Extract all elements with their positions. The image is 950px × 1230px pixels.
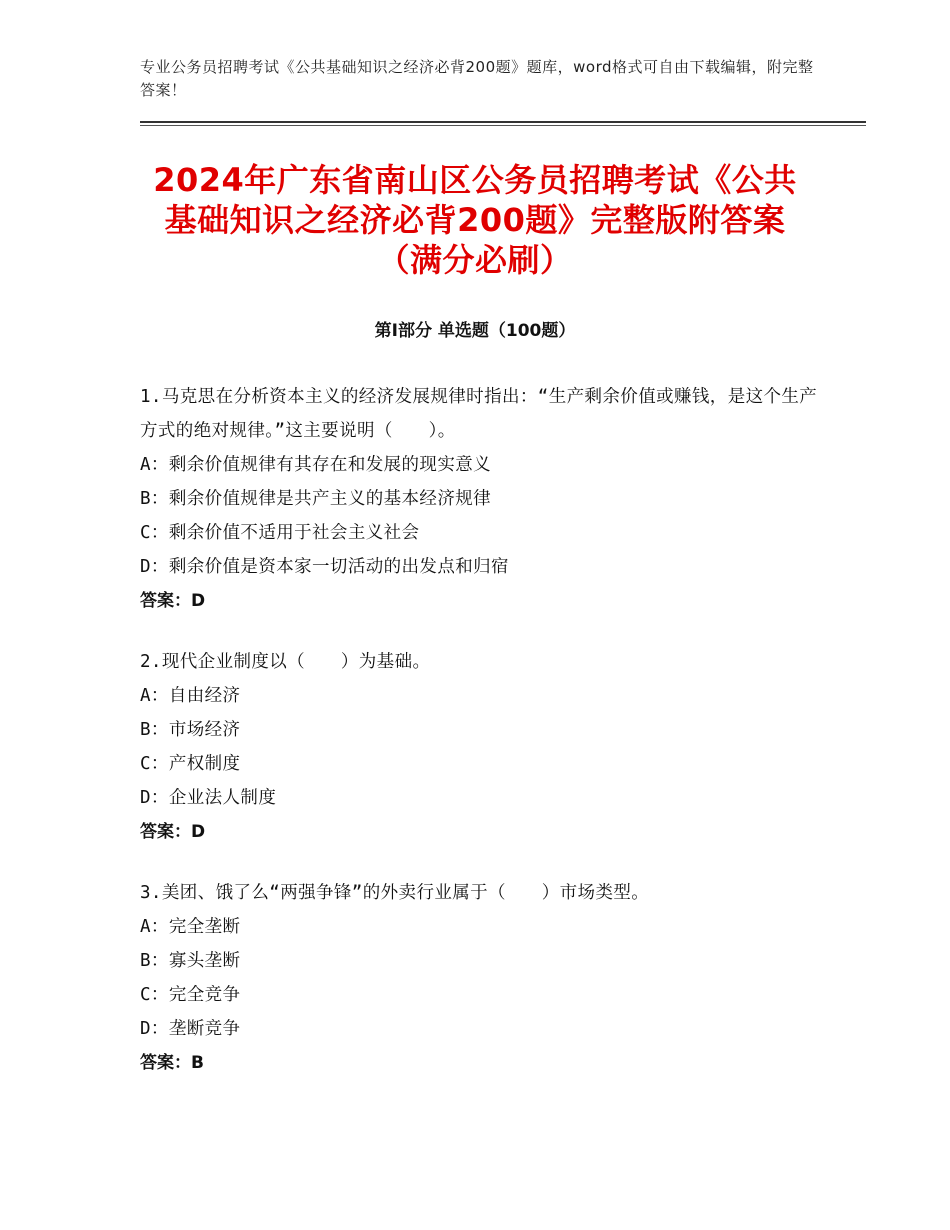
section-heading: 第Ⅰ部分 单选题（100题） — [374, 321, 576, 341]
title-line-1: 2024年广东省南山区公务员招聘考试《公共 — [153, 161, 797, 199]
question-stem: 2.现代企业制度以（ ）为基础。 — [140, 652, 431, 672]
question-stem: 3.美团、饿了么“两强争锋”的外卖行业属于（ ）市场类型。 — [140, 883, 650, 903]
option-c: C：产权制度 — [140, 754, 241, 774]
answer-label: 答案：D — [140, 591, 206, 611]
option-c: C：剩余价值不适用于社会主义社会 — [140, 523, 420, 543]
answer-label: 答案：B — [140, 1053, 204, 1073]
question-list — [140, 380, 820, 1107]
question-2 — [140, 645, 820, 849]
option-b: B：市场经济 — [140, 720, 241, 740]
question-stem: 1.马克思在分析资本主义的经济发展规律时指出：“生产剩余价值或赚钱，是这个生产方式的绝对规律。”这主要说明（ ）。 — [140, 387, 818, 441]
document-title — [110, 160, 840, 280]
option-d: D：垄断竞争 — [140, 1019, 241, 1039]
option-b: B：寡头垄断 — [140, 951, 241, 971]
header-note: 专业公务员招聘考试《公共基础知识之经济必背200题》题库，word格式可自由下载编辑，附完整答案！ — [140, 58, 814, 99]
question-1 — [140, 380, 820, 618]
option-d: D：企业法人制度 — [140, 788, 277, 808]
title-line-3: （满分必刷） — [377, 241, 573, 279]
option-a: A：自由经济 — [140, 686, 241, 706]
title-line-2: 基础知识之经济必背200题》完整版附答案 — [164, 201, 786, 239]
option-c: C：完全竞争 — [140, 985, 241, 1005]
option-a: A：完全垄断 — [140, 917, 241, 937]
option-b: B：剩余价值规律是共产主义的基本经济规律 — [140, 489, 492, 509]
option-d: D：剩余价值是资本家一切活动的出发点和归宿 — [140, 557, 509, 577]
option-a: A：剩余价值规律有其存在和发展的现实意义 — [140, 455, 492, 475]
header-divider — [140, 121, 866, 123]
header-divider-thin — [140, 125, 866, 126]
answer-label: 答案：D — [140, 822, 206, 842]
question-3 — [140, 876, 820, 1080]
